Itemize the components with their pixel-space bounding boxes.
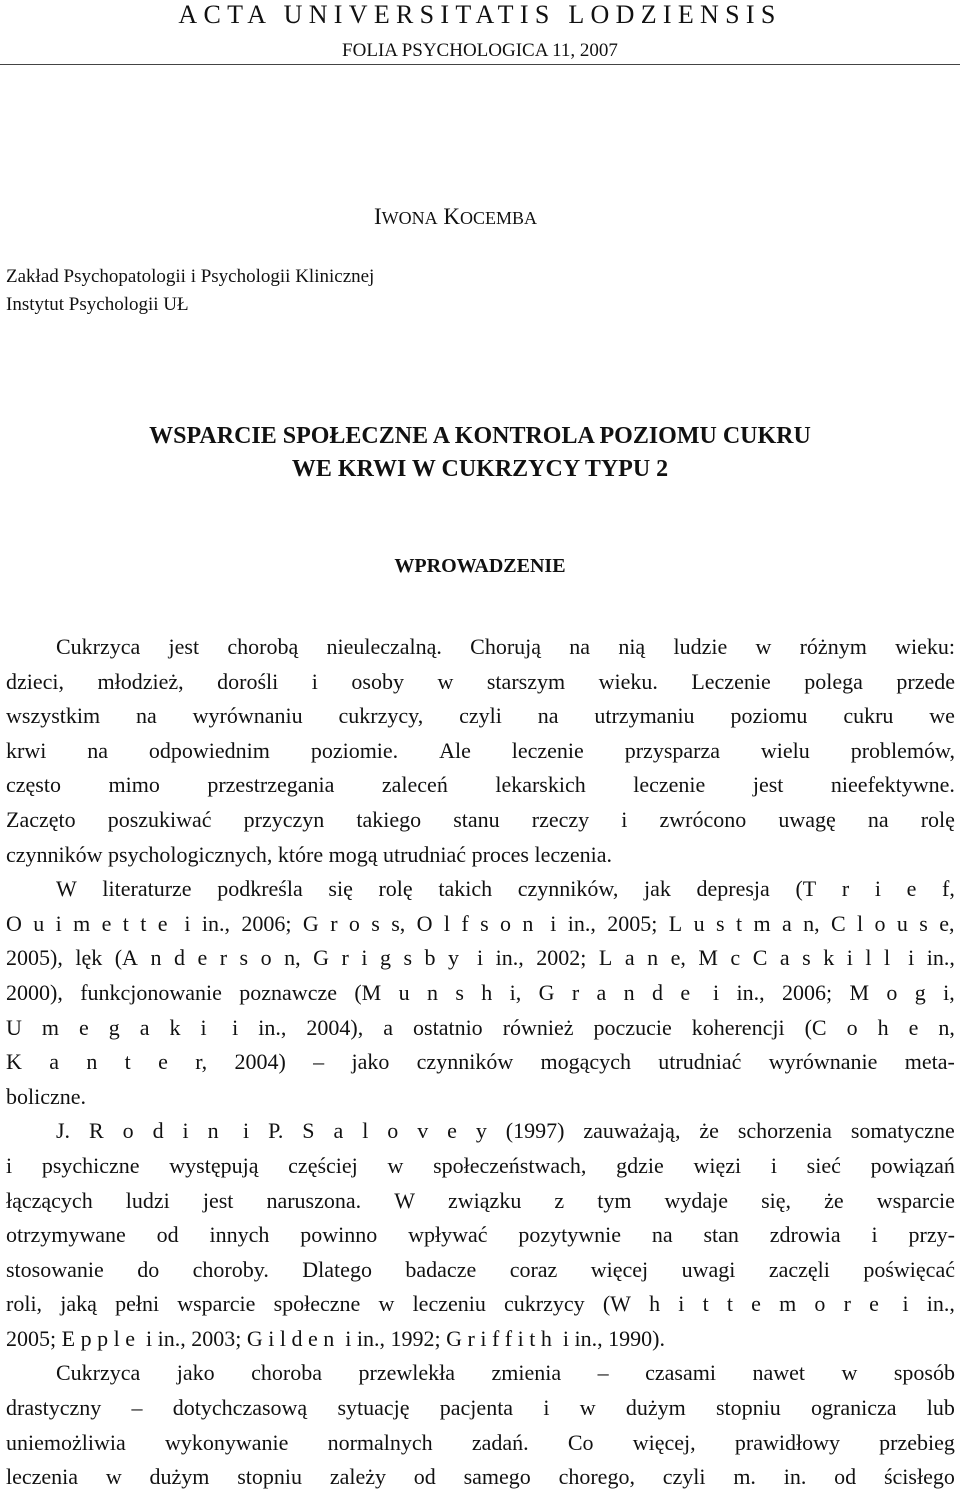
body-line: uniemożliwia wykonywanie normalnych zadań. Co więcej, prawidłowy przebieg: [6, 1429, 955, 1455]
body-line: i psychiczne występują częściej w społeczeństwach, gdzie więzi i sieć powiązań: [6, 1152, 955, 1178]
body-line: Zaczęto poszukiwać przyczyn takiego stanu rzeczy i zwrócono uwagę na rolę: [6, 806, 955, 832]
body-line: Cukrzyca jest chorobą nieuleczalną. Chorują na nią ludzie w różnym wieku:: [56, 634, 955, 659]
body-line: krwi na odpowiednim poziomie. Ale leczenie przysparza wielu problemów,: [6, 737, 955, 763]
article-title: [0, 420, 960, 486]
affiliation-department: Zakład Psychopatologii i Psychologii Klinicznej: [6, 266, 375, 287]
author-first-rest: WONA: [381, 208, 438, 228]
body-line: czynników psychologicznych, które mogą utrudniać proces leczenia.: [6, 841, 613, 867]
body-line: często mimo przestrzegania zaleceń lekarskich leczenie jest nieefektywne.: [6, 772, 955, 798]
body-line: roli, jaką pełni wsparcie społeczne w leczeniu cukrzycy (W h i t t e m o r e i in.,: [6, 1291, 955, 1317]
article-title-line: WSPARCIE SPOŁECZNE A KONTROLA POZIOMU CUKRU: [149, 423, 811, 449]
body-line: O u i m e t t e i in., 2006; G r o s s, O l f s o n i in., 2005; L u s t m a n, C l o u s e,: [6, 910, 955, 936]
author-name: [374, 204, 537, 230]
body-line: K a n t e r, 2004) – jako czynników mogących utrudniać wyrównanie meta-: [6, 1049, 955, 1075]
body-line: łączących ludzi jest naruszona. W związku z tym wydaje się, że wsparcie: [6, 1187, 955, 1213]
affiliation-institute: Instytut Psychologii UŁ: [6, 294, 189, 315]
author-last-initial: K: [443, 204, 461, 229]
body-line: U m e g a k i i in., 2004), a ostatnio również poczucie koherencji (C o h e n,: [6, 1014, 955, 1040]
body-line: dzieci, młodzież, dorośli i osoby w starszym wieku. Leczenie polega przede: [6, 668, 955, 694]
body-line: otrzymywane od innych powinno wpływać pozytywnie na stan zdrowia i przy-: [6, 1222, 955, 1248]
body-line: wszystkim na wyrównaniu cukrzycy, czyli na utrzymaniu poziomu cukru we: [6, 703, 955, 729]
body-line: leczenia w dużym stopniu zależy od samego chorego, czyli m. in. od ścisłego: [6, 1464, 955, 1490]
body-text: [6, 630, 955, 1495]
body-line: 2000), funkcjonowanie poznawcze (M u n s h i, G r a n d e i in., 2006; M o g i,: [6, 979, 955, 1005]
body-line: drastyczny – dotychczasową sytuację pacjenta i w dużym stopniu ogranicza lub: [6, 1395, 955, 1421]
body-line: 2005), lęk (A n d e r s o n, G r i g s b y i in., 2002; L a n e, M c C a s k i l l i in.,: [6, 945, 955, 971]
header-rule: [0, 64, 960, 65]
journal-folio: FOLIA PSYCHOLOGICA 11, 2007: [342, 40, 618, 61]
article-title-line: WE KRWI W CUKRZYCY TYPU 2: [291, 456, 669, 482]
body-line: stosowanie do choroby. Dlatego badacze coraz więcej uwagi zaczęli poświęcać: [6, 1256, 955, 1282]
author-last-rest: OCEMBA: [460, 208, 538, 228]
body-line: boliczne.: [6, 1083, 87, 1109]
journal-name: ACTA UNIVERSITATIS LODZIENSIS: [178, 0, 782, 29]
body-line: W literaturze podkreśla się rolę takich czynników, jak depresja (T r i e f,: [56, 876, 955, 902]
section-heading: WPROWADZENIE: [394, 555, 566, 577]
body-line: Cukrzyca jako choroba przewlekła zmienia – czasami nawet w sposób: [56, 1360, 955, 1386]
author-first-initial: I: [374, 204, 382, 229]
body-line: 2005; E p p l e i in., 2003; G i l d e n i in., 1992; G r i f f i t h i in., 1990).: [6, 1325, 665, 1351]
body-line: J. R o d i n i P. S a l o v e y (1997) zauważają, że schorzenia somatyczne: [56, 1118, 955, 1144]
